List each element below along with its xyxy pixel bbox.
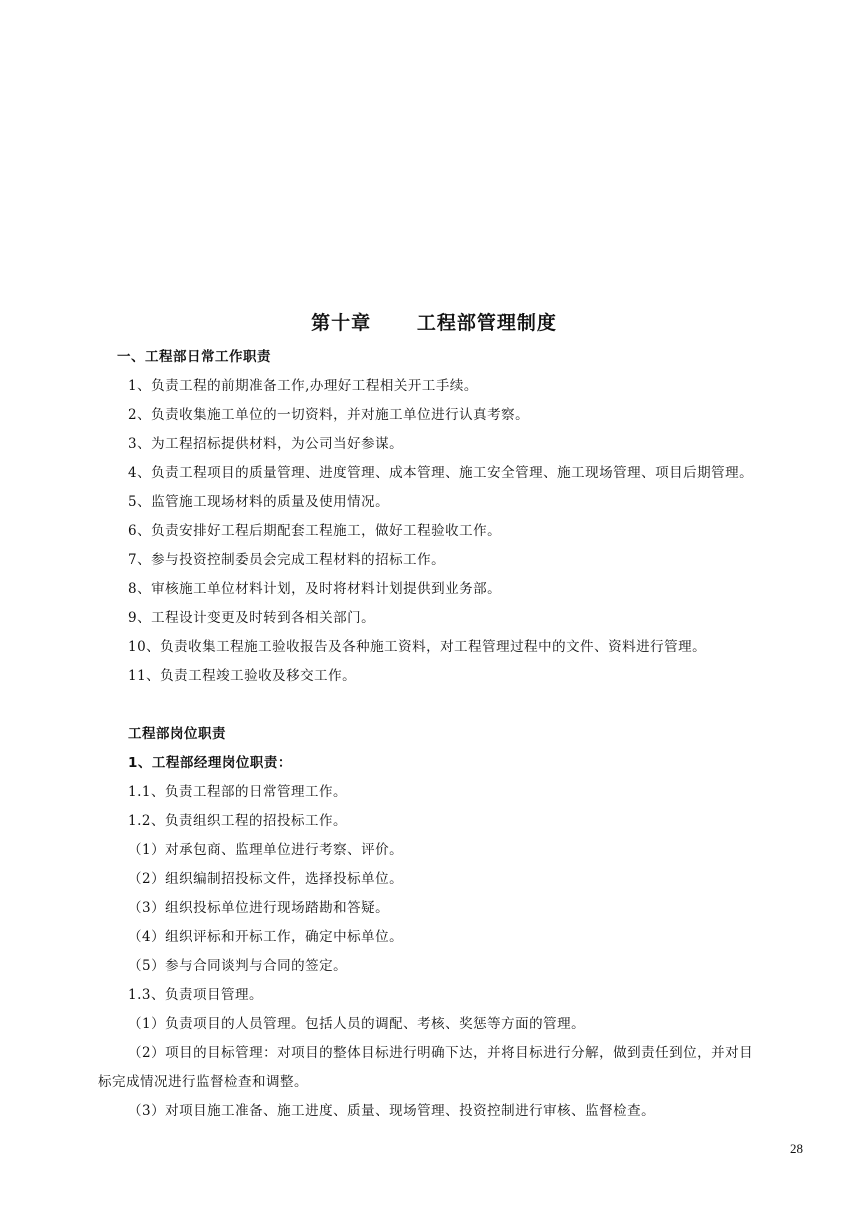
manager-duty-item: （2）项目的目标管理：对项目的整体目标进行明确下达，并将目标进行分解，做到责任到位，并对目 [128, 1045, 754, 1061]
duty-item: 7、参与投资控制委员会完成工程材料的招标工作。 [128, 552, 446, 568]
section-heading-daily-duties: 一、工程部日常工作职责 [117, 349, 271, 365]
manager-duty-item: 1.3、负责项目管理。 [128, 987, 263, 1003]
manager-duty-item-continued: 标完成情况进行监督检查和调整。 [98, 1074, 308, 1090]
manager-duty-item: （3）对项目施工准备、施工进度、质量、现场管理、投资控制进行审核、监督检查。 [128, 1103, 656, 1119]
duty-item: 11、负责工程竣工验收及移交工作。 [128, 668, 357, 684]
duty-item: 6、负责安排好工程后期配套工程施工，做好工程验收工作。 [128, 523, 502, 539]
chapter-name: 工程部管理制度 [416, 312, 557, 334]
chapter-number: 第十章 [311, 312, 372, 334]
duty-item: 4、负责工程项目的质量管理、进度管理、成本管理、施工安全管理、施工现场管理、项目后期管理。 [128, 465, 754, 481]
duty-item: 5、监管施工现场材料的质量及使用情况。 [128, 494, 390, 510]
duty-item: 3、为工程招标提供材料，为公司当好参谋。 [128, 436, 404, 452]
page-number: 28 [790, 1141, 803, 1156]
chapter-title [0, 308, 868, 335]
manager-duty-item: （5）参与合同谈判与合同的签定。 [128, 958, 348, 974]
duty-item: 10、负责收集工程施工验收报告及各种施工资料，对工程管理过程中的文件、资料进行管理。 [128, 639, 707, 655]
manager-duty-item: （4）组织评标和开标工作，确定中标单位。 [128, 929, 404, 945]
duty-item: 9、工程设计变更及时转到各相关部门。 [128, 610, 376, 626]
subsection-heading-manager: 1、工程部经理岗位职责： [128, 755, 292, 771]
manager-duty-item: （1）负责项目的人员管理。包括人员的调配、考核、奖惩等方面的管理。 [128, 1016, 586, 1032]
duty-item: 1、负责工程的前期准备工作,办理好工程相关开工手续。 [128, 378, 478, 394]
manager-duty-item: 1.2、负责组织工程的招投标工作。 [128, 813, 347, 829]
manager-duty-item: 1.1、负责工程部的日常管理工作。 [128, 784, 347, 800]
manager-duty-item: （1）对承包商、监理单位进行考察、评价。 [128, 842, 404, 858]
duty-item: 2、负责收集施工单位的一切资料，并对施工单位进行认真考察。 [128, 407, 530, 423]
manager-duty-item: （2）组织编制招投标文件，选择投标单位。 [128, 871, 404, 887]
manager-duty-item: （3）组织投标单位进行现场踏勘和答疑。 [128, 900, 390, 916]
section-heading-positions: 工程部岗位职责 [128, 726, 226, 742]
duty-item: 8、审核施工单位材料计划，及时将材料计划提供到业务部。 [128, 581, 502, 597]
